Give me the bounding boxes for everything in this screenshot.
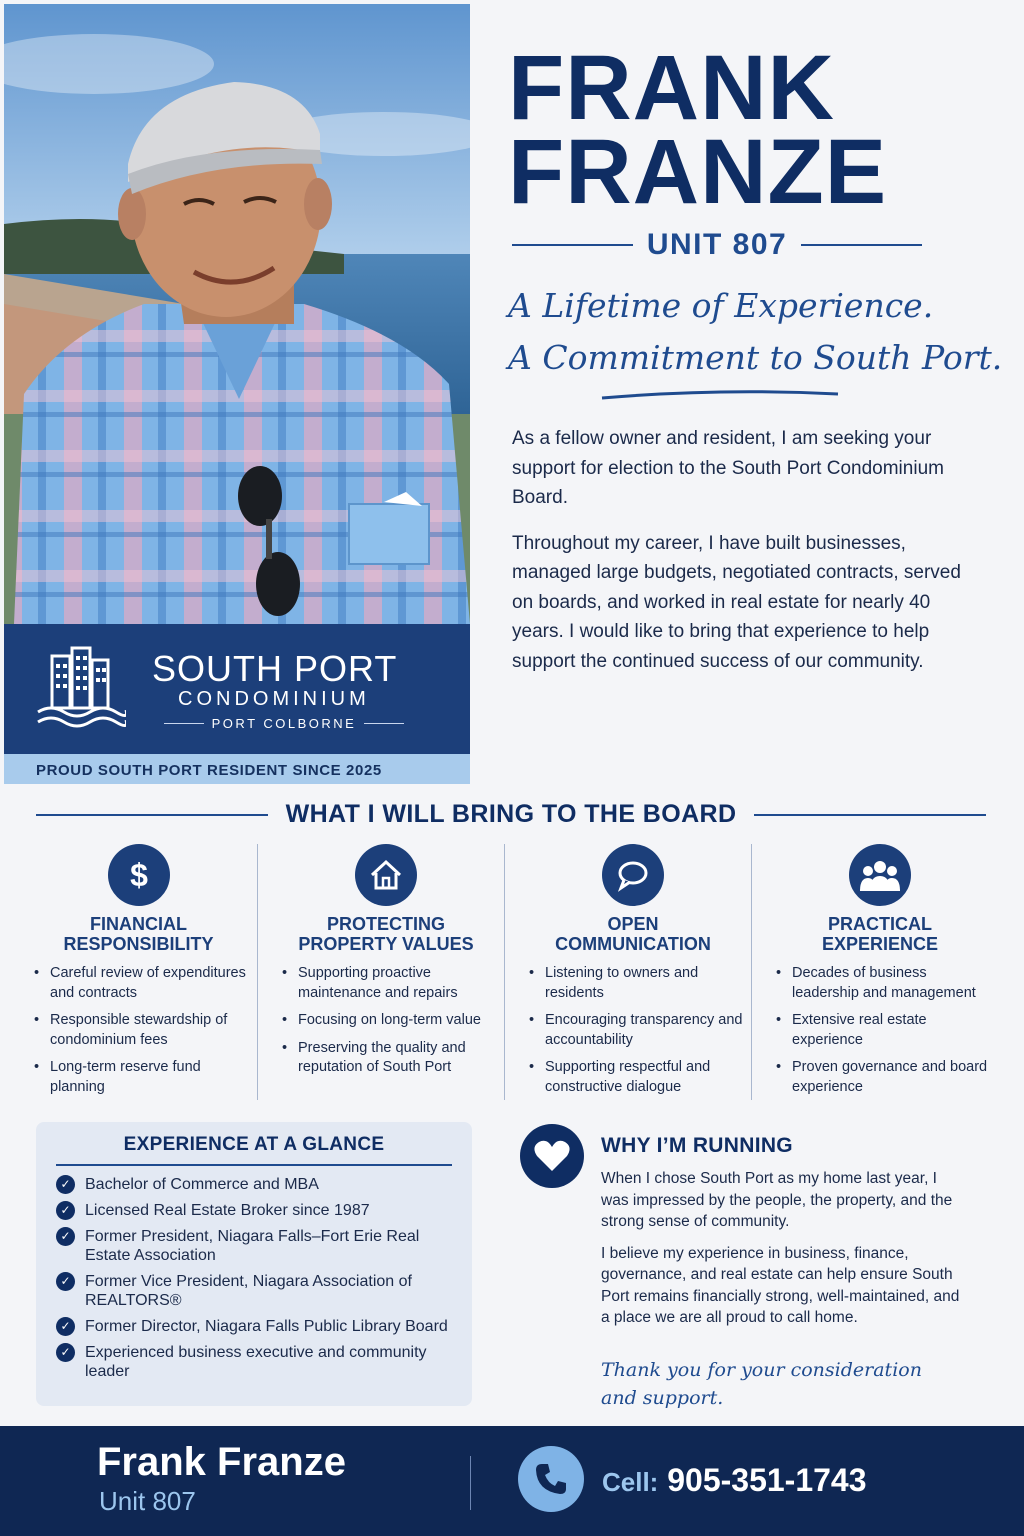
list-item: • Long-term reserve fund planning [26,1058,251,1097]
experience-heading: EXPERIENCE AT A GLANCE [56,1134,452,1166]
experience-item [56,1317,452,1336]
intro-paragraph: Throughout my career, I have built businesses, managed large budgets, negotiated contracts, served on boards, and worked in real estate for nearly 40 years. I would like to bring that experience to help support the continued success of our community. [512,532,961,672]
people-icon [849,844,911,906]
pillar-title-line: RESPONSIBILITY [63,934,214,954]
divider [36,814,268,816]
building-waves-icon [34,646,126,728]
experience-item [56,1272,452,1310]
why-heading: WHY I’M RUNNING [601,1134,793,1157]
divider [364,723,404,724]
house-icon [355,844,417,906]
unit-row [512,228,922,262]
list-item: • Listening to owners and residents [521,964,745,1003]
experience-item [56,1227,452,1265]
cell-number[interactable]: 905-351-1743 [667,1462,867,1498]
bring-heading: WHAT I WILL BRING TO THE BOARD [285,800,737,828]
list-item: • Focusing on long-term value [274,1011,498,1031]
list-item: • Supporting respectful and constructive dialogue [521,1058,745,1097]
heart-icon [520,1124,584,1188]
experience-item [56,1175,452,1194]
list-item: • Encouraging transparency and accountability [521,1011,745,1050]
checkmark-icon: ✓ [56,1317,75,1336]
resident-banner: PROUD SOUTH PORT RESIDENT SINCE 2025 [4,754,470,784]
pillar-list [521,964,745,1097]
list-item: • Careful review of expenditures and contracts [26,964,251,1003]
experience-item-text: Licensed Real Estate Broker since 1987 [85,1202,370,1219]
footer-cell [602,1462,867,1499]
pillar-title [274,914,498,954]
experience-box [36,1122,472,1406]
pillar-title [768,914,992,954]
unit-label: UNIT 807 [646,228,788,261]
pillar-title-line: COMMUNICATION [555,934,711,954]
divider [470,1456,471,1510]
checkmark-icon: ✓ [56,1201,75,1220]
pillar-title [521,914,745,954]
experience-item-text: Former Director, Niagara Falls Public Library Board [85,1318,448,1335]
divider [512,244,633,246]
list-item: • Preserving the quality and reputation of South Port [274,1039,498,1078]
checkmark-icon: ✓ [56,1272,75,1291]
portrait-photo [4,4,470,624]
list-item: • Extensive real estate experience [768,1011,992,1050]
checkmark-icon: ✓ [56,1227,75,1246]
divider [164,723,204,724]
list-item: • Supporting proactive maintenance and repairs [274,964,498,1003]
pillar-property [257,844,504,1100]
list-item: • Responsible stewardship of condominium fees [26,1011,251,1050]
phone-icon [518,1446,584,1512]
tagline-underline [600,386,840,402]
candidate-name [508,37,1008,223]
chat-bubble-icon [602,844,664,906]
checkmark-icon: ✓ [56,1175,75,1194]
pillar-list [26,964,251,1097]
pillars [10,844,1014,1100]
why-paragraph: When I chose South Port as my home last year, I was impressed by the people, the property, and the strong sense of community. [601,1170,953,1230]
last-name: FRANZE [508,121,888,223]
dollar-icon [108,844,170,906]
intro-text [512,424,962,692]
brand-subtitle: CONDOMINIUM [178,688,370,710]
list-item: • Decades of business leadership and management [768,964,992,1003]
brand-name: SOUTH PORT [152,648,398,689]
pillar-financial [10,844,257,1100]
pillar-communication [504,844,751,1100]
brand-box [4,624,470,754]
experience-item-text: Experienced business executive and community leader [85,1344,427,1380]
experience-item-text: Former Vice President, Niagara Association of REALTORS® [85,1273,412,1309]
pillar-experience [751,844,998,1100]
pillar-title-line: EXPERIENCE [821,934,939,954]
pillar-title-line: PRACTICAL [828,914,932,934]
pillar-title-line: PROTECTING [326,914,445,934]
pillar-title [26,914,251,954]
photo-panel [4,4,470,784]
footer [0,1426,1024,1536]
intro-paragraph: As a fellow owner and resident, I am seeking your support for election to the South Port Condominium Board. [512,428,944,508]
experience-item [56,1343,452,1381]
experience-item [56,1201,452,1220]
list-item: • Proven governance and board experience [768,1058,992,1097]
pillar-title-line: OPEN [607,914,659,934]
why-text [601,1168,961,1339]
first-name: FRANK [508,37,835,139]
brand-location [164,716,404,731]
tagline-line-1: A Lifetime of Experience. [508,286,934,325]
why-paragraph: I believe my experience in business, finance, governance, and real estate can help ensure South Port remains financially strong, well-maintained, and a place we are all proud to call home. [601,1244,960,1326]
pillar-title-line: PROPERTY VALUES [298,934,474,954]
svg-text:$: $ [129,858,148,892]
cell-label: Cell: [602,1467,659,1497]
pillar-title-line: FINANCIAL [90,914,187,934]
pillar-list [274,964,498,1078]
footer-unit: Unit 807 [99,1486,196,1516]
tagline [508,280,1008,384]
divider [801,244,922,246]
tagline-line-2: A Commitment to South Port. [508,338,1003,377]
footer-name: Frank Franze [97,1440,346,1484]
checkmark-icon: ✓ [56,1343,75,1362]
thank-you-note: Thank you for your consideration and support. [601,1359,922,1409]
bring-heading-row [36,800,986,829]
divider [754,814,986,816]
experience-item-text: Former President, Niagara Falls–Fort Erie Real Estate Association [85,1228,420,1264]
experience-item-text: Bachelor of Commerce and MBA [85,1176,319,1193]
brand-location-text: PORT COLBORNE [211,716,357,731]
pillar-list [768,964,992,1097]
